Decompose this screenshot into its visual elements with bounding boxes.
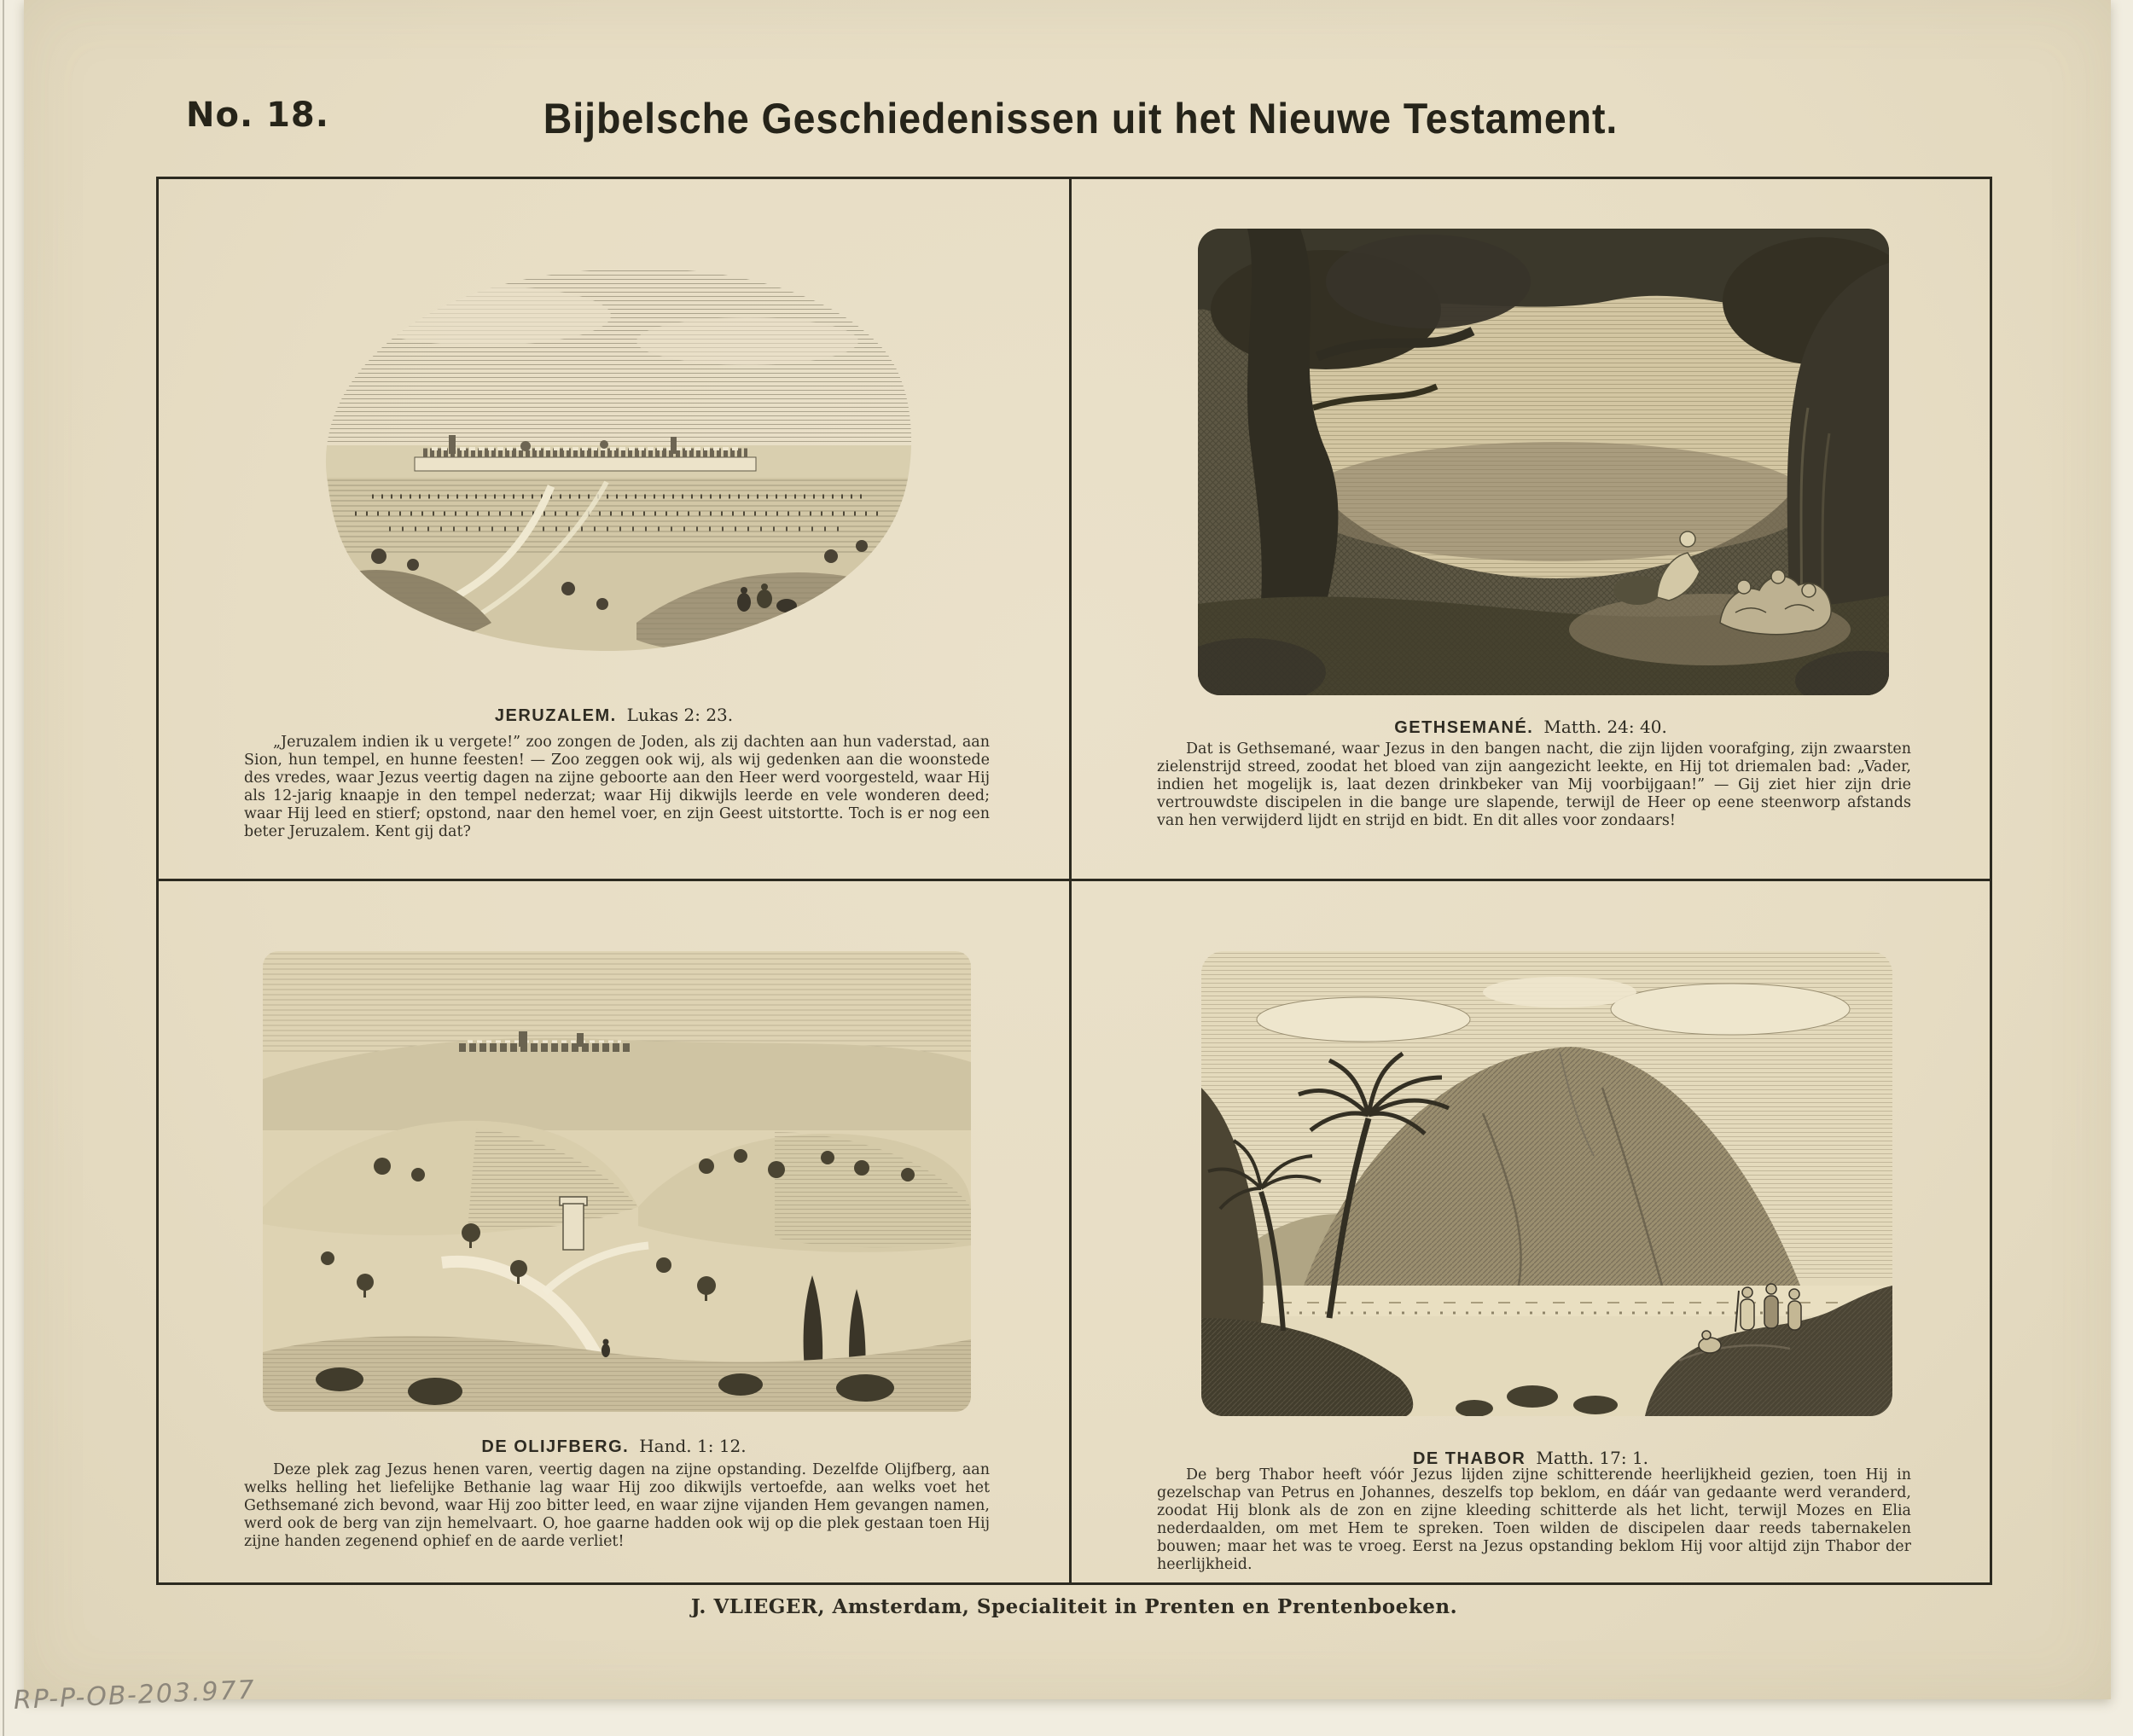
print-sheet (24, 0, 2111, 1699)
caption-title: GETHSEMANÉ. (1394, 718, 1534, 737)
caption-reference: Lukas 2: 23. (626, 705, 734, 725)
gethsemane-illustration (1198, 229, 1889, 695)
scan-edge-line (3, 0, 4, 1736)
body-text-jeruzalem: „Jeruzalem indien ik u vergete!” zoo zongen de Joden, als zij dachten aan hun vaderstad, aan Sion, hun tempel, en hunne feesten! — Zoo zeggen ook wij, als wij gedenken aan die woonstede des vredes, waar Jezus veertig dagen na zijne geboorte aan den Heer werd voorgesteld, waar Hij als 12-jarig knaapje in den tempel nederzat; waar Hij dikwijls leerde en vele wonderen deed; waar Hij leed en stierf; opstond, naar den hemel voer, en zijn Geest uitstortte. Toch is er nog een beter Jeruzalem. Kent gij dat? (244, 734, 990, 840)
caption-title: DE THABOR (1412, 1449, 1526, 1468)
caption-jeruzalem (159, 705, 1069, 726)
body-text-olijfberg: Deze plek zag Jezus henen varen, veertig dagen na zijne opstanding. Dezelfde Olijfberg, aan welks helling het liefelijke Bethanie lag waar Hij zoo dikwijls vertoefde, aan welks voet het Gethsemané zich bevond, waar Hij zoo bitter leed, en waar zijne vijanden Hem gevangen namen, werd ook de berg van zijn hemelvaart. O, hoe gaarne hadden ook wij op die plek gestaan toen Hij zijne handen zegenend ophief en de aarde verliet! (244, 1461, 990, 1550)
caption-title: JERUZALEM. (494, 706, 617, 725)
caption-reference: Matth. 24: 40. (1543, 717, 1667, 737)
caption-olijfberg (159, 1436, 1069, 1457)
mount-of-olives-illustration (263, 951, 971, 1412)
panel-grid-frame (156, 177, 1992, 1585)
panel-olijfberg (159, 881, 1069, 1582)
inventory-mark: RP-P-OB-203.977 (13, 1675, 257, 1716)
thabor-engraving (1201, 951, 1892, 1416)
body-text-gethsemane: Dat is Gethsemané, waar Jezus in den bangen nacht, die zijn lijden voorafging, zijn zwaarsten zielenstrijd streed, zoodat het bloed van zijn aangezicht leekte, en Hij tot driemalen bad: „Vader, indien het mogelijk is, laat dezen drinkbeker van Mij voorbijgaan!” — Gij ziet hier zijn drie vertrouwdste discipelen in die bange ure slapende, terwijl de Heer op eene steenworp afstands van hen verwijderd lijdt en strijd en bidt. En dit alles voor zondaars! (1157, 740, 1911, 829)
olijfberg-engraving (263, 951, 971, 1412)
caption-reference: Hand. 1: 12. (639, 1436, 747, 1456)
publisher-imprint: J. VLIEGER, Amsterdam, Specialiteit in Prenten en Prentenboeken. (690, 1595, 1458, 1618)
plate-number: No. 18. (186, 96, 329, 135)
caption-title: DE OLIJFBERG. (481, 1437, 630, 1456)
body-text-thabor: De berg Thabor heeft vóór Jezus lijden zijne schitterende heerlijkheid gezien, toen Hij in gezelschap van Petrus en Johannes, deszelfs top beklom, en dáár van gedaante werd veranderd, zoodat Hij blonk als de zon en zijne kleeding schitterde als het licht, terwijl Mozes en Elia nederdaalden, om met Hem te spreken. Toen wilden de discipelen daar reeds tabernakelen bouwen; maar het was te vroeg. Eerst na Jezus opstanding beklom Hij voor altijd zijn Thabor der heerlijkheid. (1157, 1466, 1911, 1573)
caption-gethsemane (1072, 717, 1990, 738)
caption-reference: Matth. 17: 1. (1536, 1448, 1649, 1468)
page-title: Bijbelsche Geschiedenissen uit het Nieuwe Testament. (543, 95, 1619, 142)
jerusalem-panorama-illustration (270, 222, 952, 682)
panel-jeruzalem (159, 179, 1069, 879)
panel-thabor (1072, 881, 1990, 1582)
panel-gethsemane (1072, 179, 1990, 879)
jerusalem-engraving (270, 222, 952, 682)
mount-tabor-illustration (1201, 951, 1892, 1416)
gethsemane-engraving (1198, 229, 1889, 695)
